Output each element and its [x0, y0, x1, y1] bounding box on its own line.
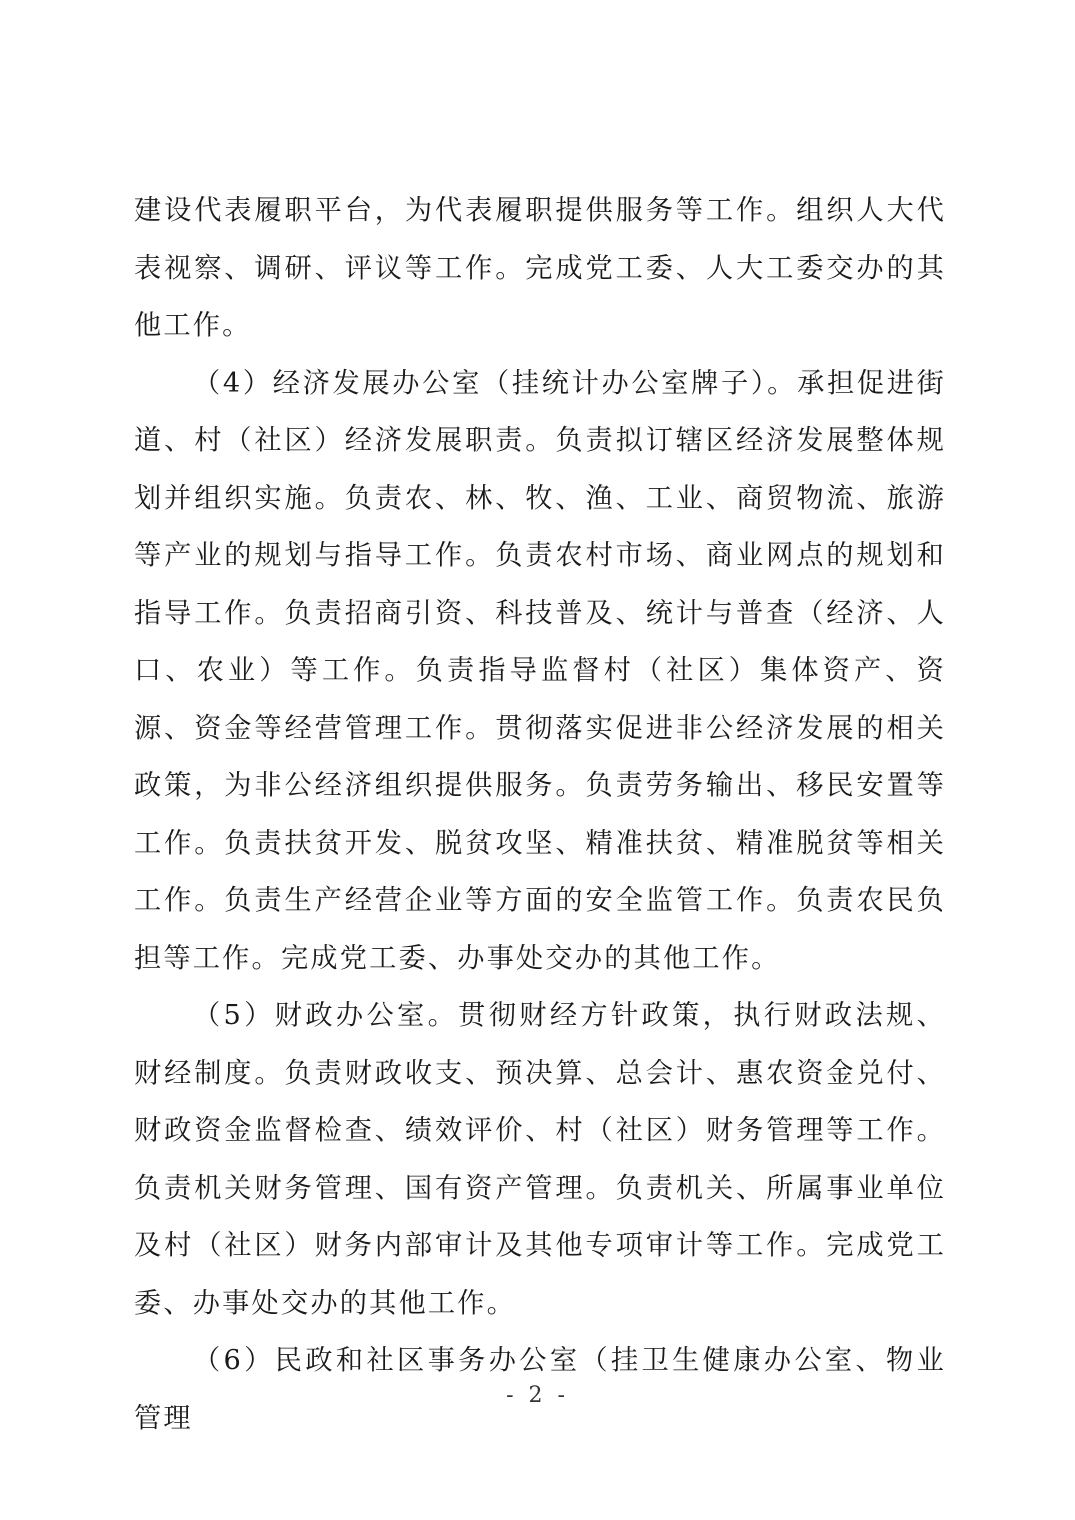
paragraph-finance-office: （5）财政办公室。贯彻财经方针政策，执行财政法规、财经制度。负责财政收支、预决算、总会计、惠农资金兑付、财政资金监督检查、绩效评价、村（社区）财务管理等工作。负责机关财务管理、国有资产管理。负责机关、所属事业单位及村（社区）财务内部审计及其他专项审计等工作。完成党工委、办事处交办的其他工作。	[134, 1000, 946, 1319]
document-body	[134, 182, 946, 1447]
paragraph-economic-development-office: （4）经济发展办公室（挂统计办公室牌子）。承担促进街道、村（社区）经济发展职责。负责拟订辖区经济发展整体规划并组织实施。负责农、林、牧、渔、工业、商贸物流、旅游等产业的规划与指导工作。负责农村市场、商业网点的规划和指导工作。负责招商引资、科技普及、统计与普查（经济、人口、农业）等工作。负责指导监督村（社区）集体资产、资源、资金等经营管理工作。贯彻落实促进非公经济发展的相关政策，为非公经济组织提供服务。负责劳务输出、移民安置等工作。负责扶贫开发、脱贫攻坚、精准扶贫、精准脱贫等相关工作。负责生产经营企业等方面的安全监管工作。负责农民负担等工作。完成党工委、办事处交办的其他工作。	[134, 367, 946, 974]
paragraph-civil-affairs-office: （6）民政和社区事务办公室（挂卫生健康办公室、物业管理	[134, 1345, 946, 1434]
paragraph-continuation: 建设代表履职平台，为代表履职提供服务等工作。组织人大代表视察、调研、评议等工作。完成党工委、人大工委交办的其他工作。	[134, 195, 946, 341]
page-number: - 2 -	[506, 1383, 569, 1408]
